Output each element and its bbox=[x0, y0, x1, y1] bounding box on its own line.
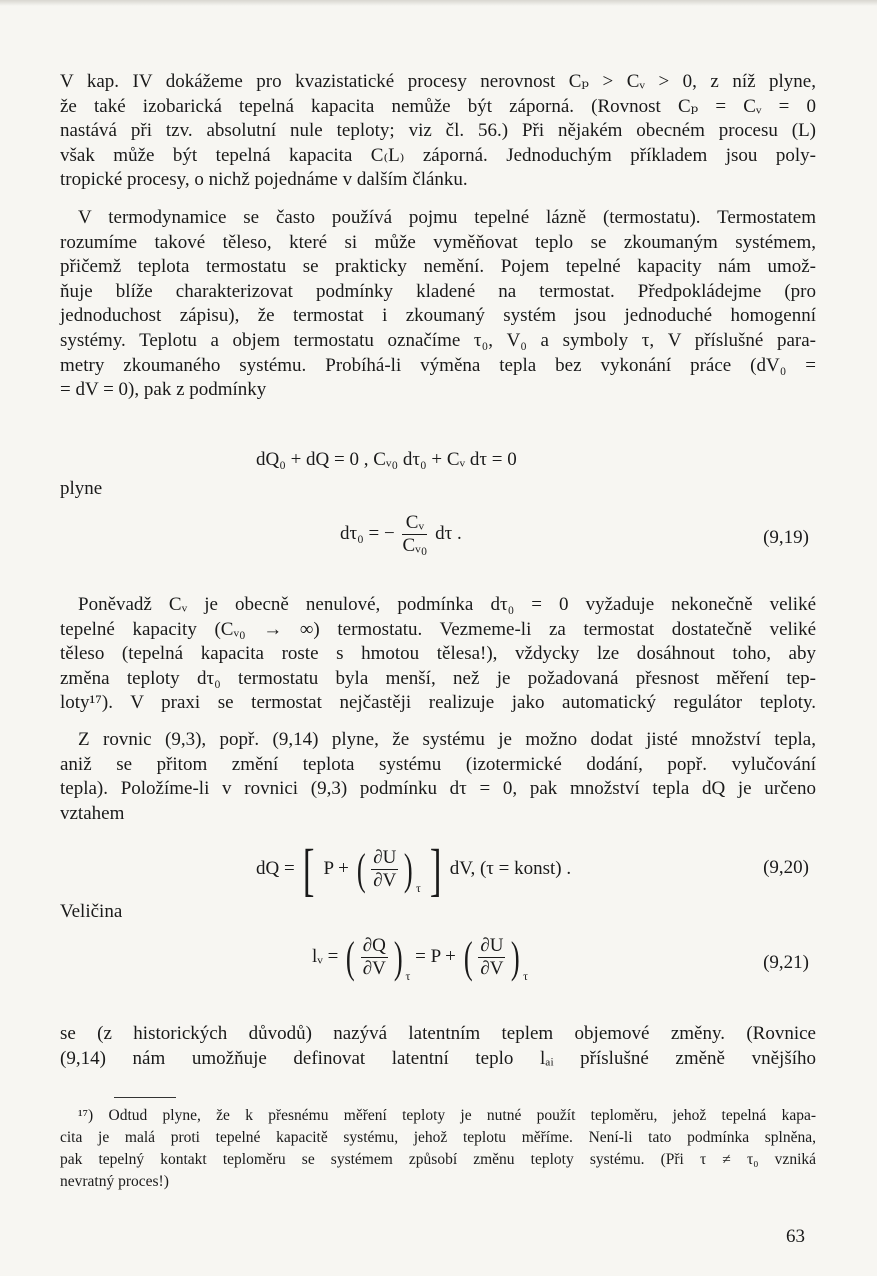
fraction bbox=[371, 847, 398, 892]
text-line: však může být tepelná kapacita C₍L₎ záporná. Jednoduchým příkladem jsou poly- bbox=[60, 144, 816, 166]
text-velicina: Veličina bbox=[60, 901, 123, 922]
equation-9-20 bbox=[256, 836, 571, 903]
right-paren: ) bbox=[393, 933, 403, 982]
eq-p: P + bbox=[323, 857, 349, 879]
paragraph-1 bbox=[60, 70, 816, 193]
denominator: Cᵥ₀ bbox=[402, 535, 428, 556]
denominator: ∂V bbox=[373, 870, 397, 891]
right-paren: ) bbox=[404, 845, 414, 894]
left-paren: ( bbox=[346, 933, 355, 982]
eq-rhs: dV, (τ = konst) . bbox=[449, 857, 572, 879]
text-line: tropické procesy, o nichž pojednáme v dalším článku. bbox=[60, 169, 468, 191]
footnote-line: ¹⁷) Odtud plyne, že k přesnému měření teploty je nutné použít teploměru, jehož tepelná kapa- bbox=[78, 1107, 816, 1124]
text-line: = dV = 0), pak z podmínky bbox=[60, 379, 267, 401]
numerator: ∂U bbox=[373, 847, 397, 868]
paragraph-3 bbox=[60, 593, 816, 716]
equation-9-21 bbox=[312, 932, 528, 984]
footnote-separator bbox=[114, 1097, 176, 1098]
footnote-line: nevratný proces!) bbox=[60, 1173, 169, 1190]
paragraph-2 bbox=[60, 206, 816, 403]
equation-9-19 bbox=[340, 512, 462, 557]
text-line: aniž se přitom změní teplota systému (izotermické dodání, popř. vylučování bbox=[60, 753, 816, 775]
equation-heat-balance: dQ₀ + dQ = 0 , Cᵥ₀ dτ₀ + Cᵥ dτ = 0 bbox=[256, 449, 517, 470]
paragraph-5 bbox=[60, 1022, 816, 1071]
text-line: Z rovnic (9,3), popř. (9,14) plyne, že systému je možno dodat jisté množství tepla, bbox=[78, 729, 816, 750]
left-paren: ( bbox=[356, 845, 366, 894]
numerator: ∂U bbox=[480, 935, 504, 956]
text-line: (9,14) nám umožňuje definovat latentní teplo lₐᵢ příslušné změně vnějšího bbox=[60, 1047, 816, 1069]
footnote bbox=[60, 1105, 816, 1193]
fraction bbox=[478, 935, 505, 980]
text-line: že také izobarická tepelná kapacita nemůže být záporná. (Rovnost Cₚ = Cᵥ = 0 bbox=[60, 95, 816, 117]
equation-number-9-21: (9,21) bbox=[763, 952, 809, 973]
text-line: metry zkoumaného systému. Probíhá-li výměna tepla bez vykonání práce (dV₀ = bbox=[60, 354, 816, 376]
subscript: τ bbox=[416, 880, 421, 895]
footnote-line: pak tepelný kontakt teploměru se systémem způsobí změnu teploty systému. (Při τ ≠ τ₀ vzniká bbox=[60, 1151, 816, 1168]
eq-lhs: lᵥ = bbox=[312, 945, 339, 967]
text-line: systémy. Teplotu a objem termostatu označíme τ₀, V₀ a symboly τ, V příslušné para- bbox=[60, 329, 816, 351]
text-line: vztahem bbox=[60, 802, 125, 824]
denominator: ∂V bbox=[362, 958, 386, 979]
text-line: V kap. IV dokážeme pro kvazistatické procesy nerovnost Cₚ > Cᵥ > 0, z níž plyne, bbox=[60, 71, 816, 92]
text-plyne: plyne bbox=[60, 478, 103, 499]
text-line: tepelné kapacity (Cᵥ₀ → ∞) termostatu. Vezmeme-li za termostat dostatečně veliké bbox=[60, 618, 816, 640]
subscript: τ bbox=[405, 968, 411, 983]
page-edge bbox=[0, 0, 877, 6]
text-line: tepla). Položíme-li v rovnici (9,3) podmínku dτ = 0, pak množství tepla dQ je určeno bbox=[60, 778, 816, 800]
right-bracket: ] bbox=[429, 837, 442, 902]
equation-number-9-19: (9,19) bbox=[763, 527, 809, 548]
text-line: změna teploty dτ₀ termostatu byla menší, než je požadovaná přesnost měření tep- bbox=[60, 667, 816, 689]
text-line: Poněvadž Cᵥ je obecně nenulové, podmínka dτ₀ = 0 vyžaduje nekonečně veliké bbox=[78, 594, 816, 615]
eq-rhs: dτ . bbox=[435, 522, 462, 544]
text-line: ňuje blíže charakterizovat podmínky kladené na termostat. Předpokládejme (pro bbox=[60, 280, 816, 302]
text-line: nastává při tzv. absolutní nule teploty; viz čl. 56.) Při nějakém obecném procesu (L) bbox=[60, 120, 816, 142]
fraction bbox=[361, 935, 388, 980]
eq-lhs: dQ = bbox=[256, 857, 295, 879]
text-line: se (z historických důvodů) nazývá latentním teplem objemové změny. (Rovnice bbox=[60, 1023, 816, 1044]
numerator: ∂Q bbox=[362, 935, 386, 956]
text-line: loty¹⁷). V praxi se termostat nejčastěji realizuje jako automatický regulátor teploty. bbox=[60, 692, 816, 714]
eq-lhs: dτ₀ = − bbox=[340, 522, 395, 544]
paragraph-4 bbox=[60, 728, 816, 826]
text-line: přičemž teplota termostatu se prakticky nemění. Pojem tepelné kapacity nám umož- bbox=[60, 256, 816, 278]
footnote-line: cita je malá proti tepelné kapacitě systému, jehož teplotu měříme. Není-li tato podmínka splněna, bbox=[60, 1129, 816, 1146]
left-paren: ( bbox=[463, 933, 473, 982]
text-line: těleso (tepelná kapacita roste s hmotou tělesa!), vždycky lze dosáhnout toho, aby bbox=[60, 643, 816, 665]
subscript: τ bbox=[523, 968, 528, 983]
fraction bbox=[402, 512, 427, 557]
eq-mid: = P + bbox=[415, 945, 456, 967]
text-line: jednoduchost zápisu), že termostat i zkoumaný systém jsou jednoduché homogenní bbox=[60, 305, 816, 327]
numerator: Cᵥ bbox=[402, 512, 427, 535]
denominator: ∂V bbox=[480, 958, 504, 979]
equation-number-9-20: (9,20) bbox=[763, 857, 809, 878]
right-paren: ) bbox=[511, 933, 521, 982]
page-number: 63 bbox=[786, 1226, 805, 1247]
left-bracket: [ bbox=[303, 837, 315, 902]
text-line: V termodynamice se často používá pojmu tepelné lázně (termostatu). Termostatem bbox=[78, 207, 816, 228]
text-line: rozumíme takové těleso, které si může vyměňovat teplo se zkoumaným systémem, bbox=[60, 231, 816, 253]
